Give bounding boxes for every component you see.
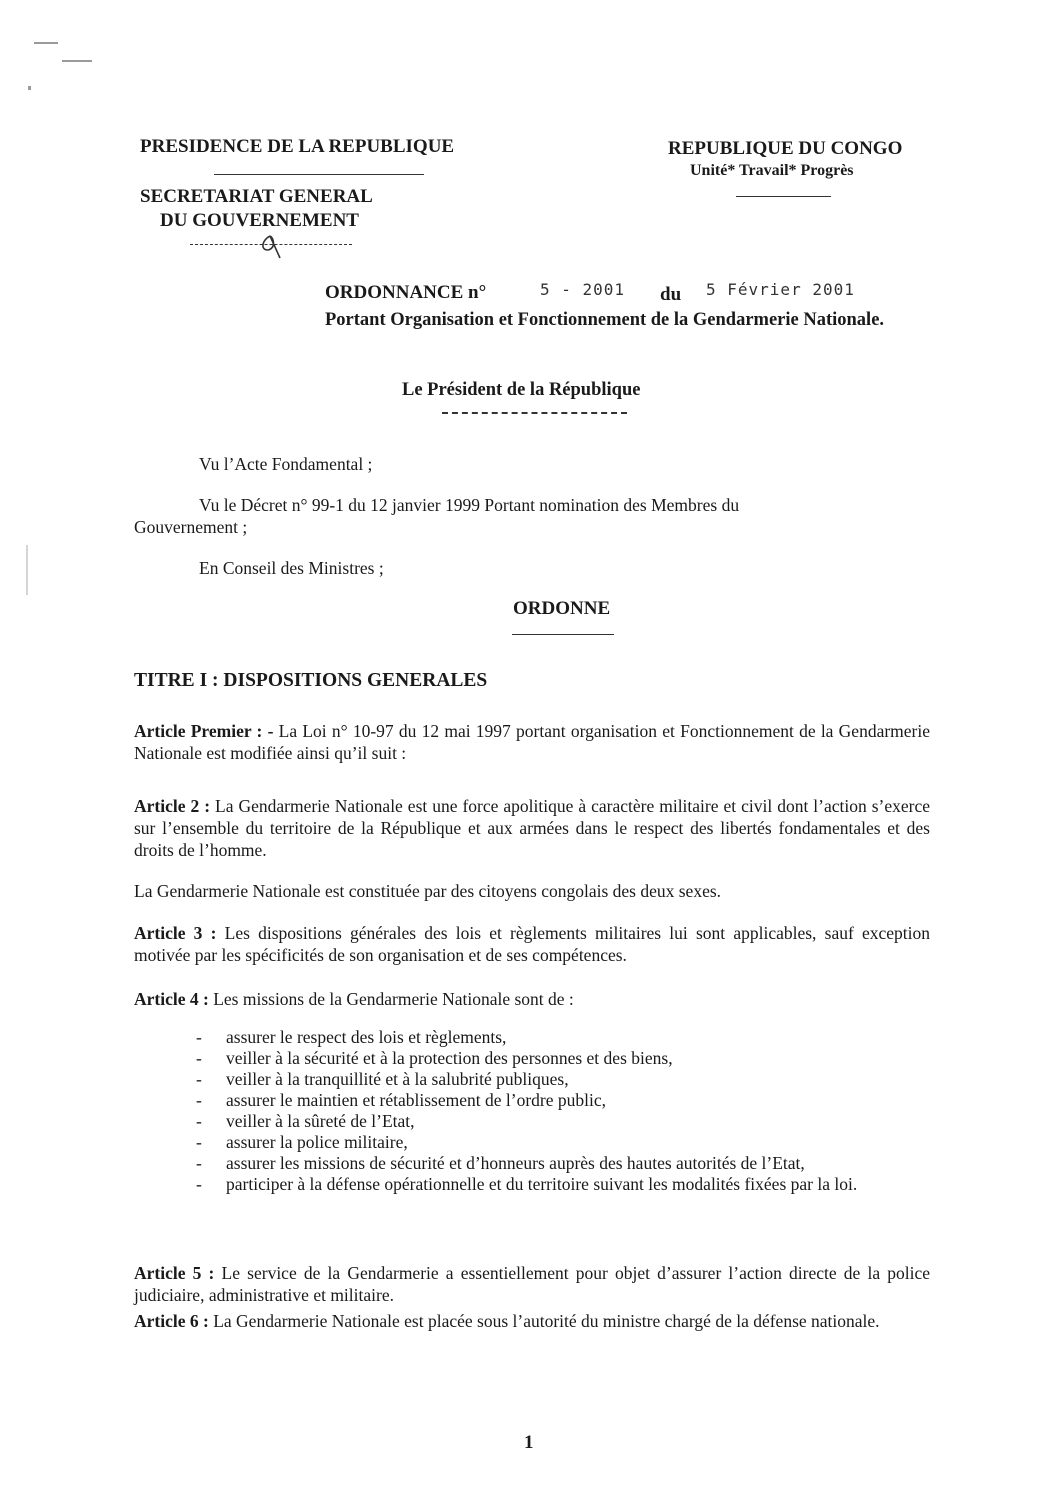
titre-heading: TITRE I : DISPOSITIONS GENERALES — [134, 670, 488, 691]
handwritten-initial-mark — [256, 230, 292, 268]
list-item: - assurer le maintien et rétablissement de l’ordre public, — [196, 1090, 607, 1110]
article-1 — [134, 720, 930, 764]
list-item: - assurer la police militaire, — [196, 1132, 408, 1152]
republique-heading: REPUBLIQUE DU CONGO — [668, 138, 903, 159]
article-3-text: Les dispositions générales des lois et règlements militaires lui sont applicables, sauf exception motivée par les spécificités de son organisation et de ses compétences. — [134, 923, 931, 965]
list-dash: - — [196, 1153, 202, 1173]
ordonne-heading: ORDONNE — [513, 598, 611, 619]
vu-decret-line1: Vu le Décret n° 99-1 du 12 janvier 1999 Portant nomination des Membres du — [199, 495, 740, 515]
list-item: - veiller à la sécurité et à la protection des personnes et des biens, — [196, 1048, 673, 1068]
ordonnance-number: 5 - 2001 — [540, 280, 626, 299]
article-3 — [134, 922, 930, 966]
article-6-label: Article 6 : — [134, 1311, 209, 1331]
president-underline — [442, 412, 627, 414]
list-dash: - — [196, 1027, 202, 1047]
list-dash: - — [196, 1132, 202, 1152]
article-2 — [134, 795, 930, 861]
list-dash: - — [196, 1111, 202, 1131]
article-5-label: Article 5 : — [134, 1263, 215, 1283]
list-item: - assurer le respect des lois et règlements, — [196, 1027, 507, 1047]
vu-conseil: En Conseil des Ministres ; — [199, 558, 384, 578]
article-3-label: Article 3 : — [134, 923, 217, 943]
devise-underline — [736, 196, 831, 197]
list-item: - assurer les missions de sécurité et d’honneurs auprès des hautes autorités de l’Etat, — [196, 1153, 805, 1173]
article-2-label: Article 2 : — [134, 796, 211, 816]
article-4-text: Les missions de la Gendarmerie Nationale sont de : — [213, 989, 574, 1009]
ordonnance-date: 5 Février 2001 — [706, 280, 855, 299]
devise-motto: Unité* Travail* Progrès — [690, 162, 854, 179]
article-2-paragraph-2: La Gendarmerie Nationale est constituée par des citoyens congolais des deux sexes. — [134, 881, 722, 901]
article-4-missions-list — [196, 1027, 930, 1195]
scan-mark — [28, 86, 31, 90]
article-1-label: Article Premier : - — [134, 721, 274, 741]
presidence-underline — [214, 174, 424, 175]
list-item: - veiller à la tranquillité et à la salubrité publiques, — [196, 1069, 569, 1089]
list-dash: - — [196, 1069, 202, 1089]
presidence-heading: PRESIDENCE DE LA REPUBLIQUE — [140, 136, 455, 157]
vu-decret-line2: Gouvernement ; — [134, 517, 248, 537]
list-item: - participer à la défense opérationnelle et du territoire suivant les modalités fixées par la loi. — [196, 1174, 858, 1194]
ordonnance-du: du — [660, 284, 682, 305]
ordonnance-objet: Portant Organisation et Fonctionnement de la Gendarmerie Nationale. — [325, 310, 885, 330]
article-4 — [134, 988, 574, 1010]
president-heading: Le Président de la République — [402, 380, 641, 400]
vu-acte: Vu l’Acte Fondamental ; — [199, 454, 373, 474]
article-6-text: La Gendarmerie Nationale est placée sous l’autorité du ministre chargé de la défense nationale. — [213, 1311, 880, 1331]
ordonnance-label: ORDONNANCE n° — [325, 282, 487, 303]
article-5-text: Le service de la Gendarmerie a essentiellement pour objet d’assurer l’action directe de la police judiciaire, administrative et militaire. — [134, 1263, 931, 1305]
article-5 — [134, 1262, 930, 1306]
scan-mark — [26, 545, 28, 595]
article-1-text: La Loi n° 10-97 du 12 mai 1997 portant organisation et Fonctionnement de la Gendarmerie Nationale est modifiée ainsi qu’il suit : — [134, 721, 931, 763]
ordonne-underline — [512, 634, 614, 635]
secretariat-heading-line2: DU GOUVERNEMENT — [160, 210, 359, 231]
secretariat-heading-line1: SECRETARIAT GENERAL — [140, 186, 373, 207]
article-2-text: La Gendarmerie Nationale est une force apolitique à caractère militaire et civil dont l’action s’exerce sur l’ensemble du territoire de la République et aux armées dans le respect des libertés fondamentales et des droits de l’homme. — [134, 796, 931, 860]
list-dash: - — [196, 1090, 202, 1110]
list-item: - veiller à la sûreté de l’Etat, — [196, 1111, 415, 1131]
scan-mark — [62, 60, 92, 62]
list-dash: - — [196, 1174, 202, 1194]
scan-mark — [34, 42, 58, 44]
page-number: 1 — [524, 1432, 534, 1453]
article-4-label: Article 4 : — [134, 989, 209, 1009]
article-6 — [134, 1310, 930, 1332]
list-dash: - — [196, 1048, 202, 1068]
